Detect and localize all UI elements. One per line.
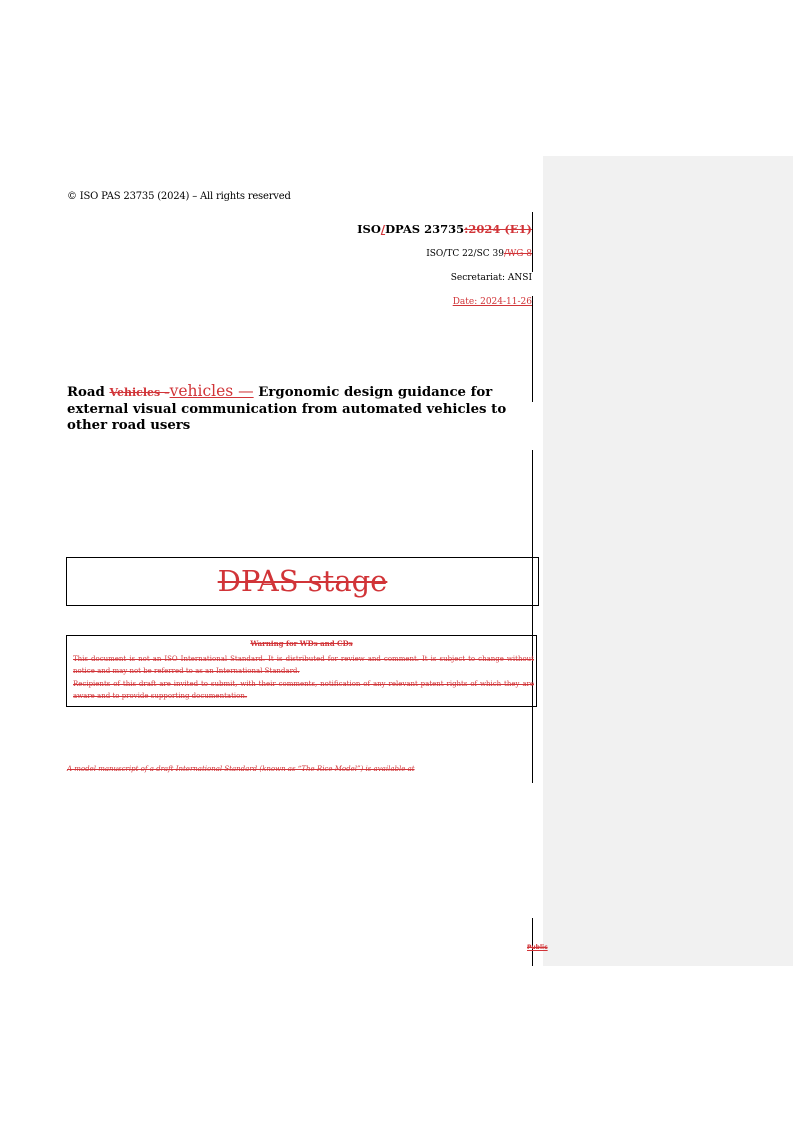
change-bar <box>532 450 533 783</box>
markup-pane <box>543 156 793 966</box>
title-rest: Ergonomic design guidance for external visual communication from automated vehicles to other road users <box>67 385 507 433</box>
inserted-slash: / <box>380 222 386 236</box>
deleted-working-group: /WG 8 <box>503 249 532 259</box>
model-manuscript-note: A model manuscript of a draft International Standard (known as “The Rice Model”) is available at <box>67 765 415 773</box>
copyright-notice: © ISO PAS 23735 (2024) – All rights reserved <box>67 191 291 202</box>
doc-prefix: ISO <box>357 222 381 236</box>
committee: ISO/TC 22/SC 39 <box>426 249 504 259</box>
warning-paragraph: This document is not an ISO International Standard. It is distributed for review and comment. It is subject to change without notice and may not be referred to as an International Standard. <box>73 655 534 675</box>
title-prefix: Road <box>67 385 110 400</box>
change-bar <box>532 918 533 966</box>
inserted-date: Date: 2024-11-26 <box>452 297 532 307</box>
committee-reference <box>426 249 532 259</box>
warning-box <box>66 635 537 707</box>
stage-box <box>66 557 539 606</box>
stage-label-deleted: DPAS stage <box>217 564 388 598</box>
deleted-doc-suffix: :2024 (E1) <box>464 222 532 236</box>
title-deleted: Vehicles – <box>109 386 170 399</box>
title-inserted: vehicles — <box>169 382 254 400</box>
change-bar <box>532 212 533 272</box>
document-number <box>357 222 532 236</box>
warning-heading: Warning for WDs and CDs <box>250 639 353 648</box>
doc-main: DPAS 23735 <box>385 222 465 236</box>
document-title <box>67 383 537 435</box>
secretariat: Secretariat: ANSI <box>450 273 532 283</box>
warning-paragraph: Recipients of this draft are invited to submit, with their comments, notification of any relevant patent rights of which they are aware and to provide supporting documentation. <box>73 680 534 700</box>
classification-label: Public <box>527 944 548 951</box>
